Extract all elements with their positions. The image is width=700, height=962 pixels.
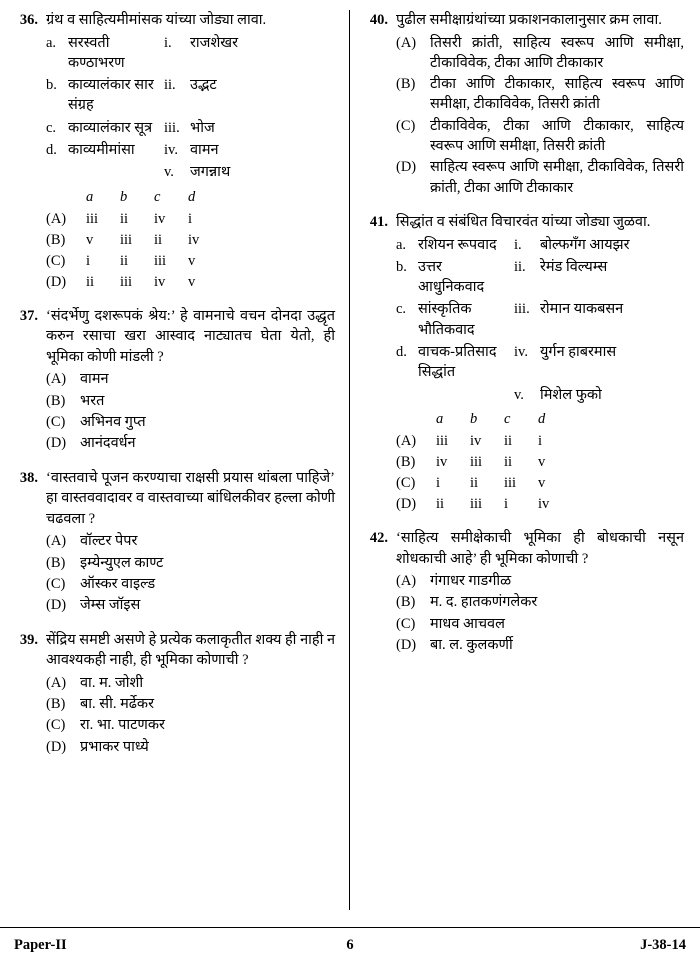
pair-right-code: iii. bbox=[164, 119, 180, 136]
question-39 bbox=[16, 630, 335, 758]
question-text: ‘वास्तवाचे पूजन करण्याचा राक्षसी प्रयास थांबला पाहिजे’ हा वास्तववादावर व वास्तवाच्या बांधिलकीवर हल्ला कोणी चढवला ? bbox=[46, 469, 335, 527]
option-text: वा. म. जोशी bbox=[80, 674, 144, 691]
answer-matrix bbox=[46, 187, 335, 293]
option-label: (C) bbox=[46, 252, 66, 269]
option-label: (A) bbox=[396, 432, 417, 449]
pair-right-code: iv. bbox=[514, 344, 528, 361]
question-37 bbox=[16, 306, 335, 455]
pair-left-code bbox=[46, 162, 68, 182]
option-text: गंगाधर गाडगीळ bbox=[430, 573, 512, 590]
pair-right-code: iii. bbox=[514, 301, 530, 318]
pair-left-text: काव्यालंकार सूत्र bbox=[68, 119, 153, 136]
option-row[interactable] bbox=[396, 571, 684, 591]
pair-right-code: ii. bbox=[514, 258, 526, 275]
question-body bbox=[46, 306, 335, 455]
pair-left-text: काव्यालंकार सार संग्रह bbox=[68, 77, 154, 114]
pair-left-code: d. bbox=[46, 142, 57, 159]
option-label: (D) bbox=[46, 597, 67, 614]
column-right bbox=[350, 10, 688, 910]
matrix-cell: iii bbox=[504, 474, 517, 491]
pair-right-text: बोल्फगँग आयझर bbox=[540, 236, 630, 253]
option-row[interactable] bbox=[396, 431, 684, 452]
matrix-cell: iv bbox=[436, 453, 448, 470]
pair-right-text: वामन bbox=[190, 142, 219, 159]
matrix-cell: ii bbox=[470, 474, 479, 491]
question-body bbox=[46, 468, 335, 617]
option-text: भरत bbox=[80, 392, 105, 409]
option-label: (D) bbox=[46, 738, 67, 755]
option-row[interactable] bbox=[46, 412, 335, 432]
matrix-cell: iii bbox=[470, 453, 483, 470]
option-label: (A) bbox=[396, 34, 417, 51]
option-row[interactable] bbox=[46, 595, 335, 615]
option-text: साहित्य स्वरूप आणि समीक्षा, टीकाविवेक, तिसरी क्रांती, टीका आणि टीकाकार bbox=[430, 159, 684, 196]
option-row[interactable] bbox=[46, 209, 335, 230]
option-label: (A) bbox=[46, 210, 67, 227]
column-left bbox=[12, 10, 350, 910]
options-list bbox=[46, 369, 335, 453]
option-row[interactable] bbox=[46, 391, 335, 411]
question-body bbox=[46, 10, 335, 293]
question-text: ‘साहित्य समीक्षेकाची भूमिका ही बोधकाची नसून शोधकाची आहे’ ही भूमिका कोणाची ? bbox=[396, 529, 684, 567]
option-label: (B) bbox=[46, 392, 66, 409]
pair-left-code: b. bbox=[396, 258, 407, 275]
matrix-cell: v bbox=[188, 273, 196, 290]
option-text: वामन bbox=[80, 371, 109, 388]
matrix-header-row bbox=[46, 187, 335, 208]
matrix-col-b: b bbox=[470, 410, 478, 427]
option-text: माधव आचवल bbox=[430, 615, 505, 632]
pair-row bbox=[396, 342, 684, 383]
question-body bbox=[46, 630, 335, 758]
option-label: (C) bbox=[396, 117, 416, 134]
question-number: 42. bbox=[369, 529, 388, 546]
options-list bbox=[396, 33, 684, 198]
matrix-cell: ii bbox=[154, 231, 163, 248]
option-label: (D) bbox=[46, 273, 67, 290]
question-text: सिद्धांत व संबंधित विचारवंत यांच्या जोड्या जुळवा. bbox=[396, 213, 651, 230]
option-text: तिसरी क्रांती, साहित्य स्वरूप आणि समीक्षा, टीकाविवेक, टीका आणि टीकाकार bbox=[430, 34, 684, 71]
option-row[interactable] bbox=[396, 494, 684, 515]
matrix-cell: v bbox=[538, 453, 546, 470]
option-row[interactable] bbox=[396, 473, 684, 494]
pair-row bbox=[396, 257, 684, 298]
option-label: (B) bbox=[46, 696, 66, 713]
pair-right-text: रोमान याकबसन bbox=[540, 301, 624, 318]
option-row[interactable] bbox=[46, 230, 335, 251]
footer-inner bbox=[0, 928, 700, 962]
option-label: (D) bbox=[396, 637, 417, 654]
pair-right-text: भोज bbox=[190, 119, 215, 136]
option-label: (B) bbox=[46, 554, 66, 571]
answer-matrix bbox=[396, 409, 684, 515]
pair-row bbox=[46, 118, 335, 138]
matrix-cell: iii bbox=[86, 210, 99, 227]
options-list bbox=[396, 571, 684, 655]
matrix-cell: ii bbox=[86, 273, 95, 290]
question-body bbox=[396, 212, 684, 515]
matrix-col-c: c bbox=[504, 410, 511, 427]
pair-left-code: b. bbox=[46, 77, 57, 94]
pair-row bbox=[396, 235, 684, 255]
matrix-col-a: a bbox=[86, 188, 94, 205]
matrix-cell: iii bbox=[470, 495, 483, 512]
option-label: (A) bbox=[46, 371, 67, 388]
pair-right-code: i. bbox=[514, 236, 522, 253]
pair-right-code: ii. bbox=[164, 77, 176, 94]
question-41 bbox=[366, 212, 684, 515]
option-row[interactable] bbox=[46, 553, 335, 573]
option-text: प्रभाकर पाध्ये bbox=[80, 738, 149, 755]
option-label: (B) bbox=[46, 231, 66, 248]
option-row[interactable] bbox=[396, 592, 684, 612]
option-text: टीका आणि टीकाकार, साहित्य स्वरूप आणि समीक्षा, टीकाविवेक, तिसरी क्रांती bbox=[430, 76, 684, 113]
question-text: सेंद्रिय समष्टी असणे हे प्रत्येक कलाकृतीत शक्य ही नाही न आवश्यकही नाही, ही भूमिका कोणाची ? bbox=[46, 631, 335, 669]
option-row[interactable] bbox=[46, 251, 335, 272]
question-number: 40. bbox=[369, 12, 388, 28]
option-row[interactable] bbox=[46, 531, 335, 551]
pair-row bbox=[396, 385, 684, 405]
pair-left-text: वाचक-प्रतिसाद सिद्धांत bbox=[418, 344, 497, 381]
pair-left-code bbox=[396, 385, 418, 405]
pair-right-code: iv. bbox=[164, 142, 178, 159]
paper-code: J-38-14 bbox=[640, 936, 686, 953]
option-label: (B) bbox=[396, 594, 416, 611]
option-text: टीकाविवेक, टीका आणि टीकाकार, साहित्य स्वरूप आणि समीक्षा, तिसरी क्रांती bbox=[430, 117, 684, 155]
pair-right-code: v. bbox=[164, 164, 174, 181]
pair-right-text: जगन्नाथ bbox=[190, 164, 231, 181]
option-row[interactable] bbox=[396, 635, 684, 655]
pair-row bbox=[396, 299, 684, 340]
matrix-cell: ii bbox=[120, 252, 129, 269]
page-number: 6 bbox=[346, 936, 354, 953]
pair-right-text: युर्गन हाबरमास bbox=[540, 344, 617, 361]
option-text: जेम्स जॉइस bbox=[80, 597, 141, 614]
matrix-col-d: d bbox=[538, 410, 546, 427]
pair-left-text: उत्तर आधुनिकवाद bbox=[418, 258, 485, 296]
option-row[interactable] bbox=[396, 157, 684, 198]
matrix-cell: i bbox=[504, 495, 509, 512]
option-row[interactable] bbox=[46, 574, 335, 594]
matrix-col-b: b bbox=[120, 188, 128, 205]
pair-row bbox=[46, 33, 335, 74]
pair-left-text: काव्यमीमांसा bbox=[68, 142, 135, 159]
pair-right-text: मिशेल फुको bbox=[540, 386, 602, 403]
option-row[interactable] bbox=[46, 369, 335, 389]
option-label: (C) bbox=[46, 717, 66, 734]
question-38 bbox=[16, 468, 335, 617]
option-label: (D) bbox=[396, 159, 417, 176]
question-body bbox=[396, 10, 684, 199]
matrix-corner bbox=[396, 409, 436, 430]
matrix-cell: ii bbox=[436, 495, 445, 512]
matrix-cell: iii bbox=[120, 273, 133, 290]
question-number: 41. bbox=[369, 213, 388, 230]
matrix-col-d: d bbox=[188, 188, 196, 205]
matrix-cell: iii bbox=[436, 432, 449, 449]
matrix-cell: iv bbox=[154, 273, 166, 290]
pair-right-code: v. bbox=[514, 386, 524, 403]
matrix-cell: ii bbox=[120, 210, 129, 227]
page-footer bbox=[0, 927, 700, 961]
paper-label: Paper-II bbox=[14, 936, 67, 953]
option-row[interactable] bbox=[46, 737, 335, 757]
question-number: 39. bbox=[19, 631, 38, 648]
pair-left-code: c. bbox=[396, 301, 407, 318]
question-body bbox=[396, 528, 684, 656]
matrix-cell: v bbox=[188, 252, 196, 269]
option-text: अभिनव गुप्त bbox=[80, 414, 146, 431]
option-label: (A) bbox=[46, 674, 67, 691]
option-text: ऑस्कर वाइल्ड bbox=[80, 575, 156, 592]
pair-left-code: d. bbox=[396, 344, 407, 361]
pair-right-text: उद्भट bbox=[190, 77, 217, 94]
question-text: पुढील समीक्षाग्रंथांच्या प्रकाशनकालानुसार क्रम लावा. bbox=[396, 12, 662, 28]
options-list bbox=[46, 673, 335, 757]
matrix-corner bbox=[46, 187, 86, 208]
options-list bbox=[46, 531, 335, 615]
pair-left-text: रशियन रूपवाद bbox=[418, 236, 497, 253]
pair-left-code: c. bbox=[46, 119, 57, 136]
matrix-col-a: a bbox=[436, 410, 444, 427]
matrix-cell: iv bbox=[538, 495, 550, 512]
pair-right-text: राजशेखर bbox=[190, 34, 239, 51]
matrix-cell: i bbox=[86, 252, 91, 269]
option-row[interactable] bbox=[46, 272, 335, 293]
pair-right-text: रेमंड विल्यम्स bbox=[540, 258, 608, 275]
pair-row bbox=[46, 140, 335, 160]
option-row[interactable] bbox=[396, 116, 684, 157]
pair-left-text bbox=[418, 385, 514, 405]
question-number: 37. bbox=[19, 307, 38, 324]
option-label: (A) bbox=[396, 573, 417, 590]
matrix-cell: i bbox=[538, 432, 543, 449]
pair-left-code: a. bbox=[396, 236, 407, 253]
option-row[interactable] bbox=[46, 715, 335, 735]
two-column-layout bbox=[12, 10, 688, 910]
pair-left-code: a. bbox=[46, 34, 57, 51]
pair-right-code: i. bbox=[164, 34, 172, 51]
option-label: (B) bbox=[396, 76, 416, 93]
matrix-cell: ii bbox=[504, 453, 513, 470]
question-number: 36. bbox=[19, 12, 38, 28]
pair-left-text: सांस्कृतिक भौतिकवाद bbox=[418, 301, 475, 338]
option-row[interactable] bbox=[396, 614, 684, 634]
pair-left-text bbox=[68, 162, 164, 182]
matrix-cell: iv bbox=[154, 210, 166, 227]
match-pairs-list bbox=[396, 235, 684, 405]
option-row[interactable] bbox=[46, 694, 335, 714]
option-text: म. द. हातकणंगलेकर bbox=[430, 594, 538, 611]
matrix-cell: iv bbox=[188, 231, 200, 248]
option-row[interactable] bbox=[46, 433, 335, 453]
matrix-cell: v bbox=[538, 474, 546, 491]
option-text: रा. भा. पाटणकर bbox=[80, 717, 165, 734]
option-row[interactable] bbox=[396, 33, 684, 74]
option-label: (C) bbox=[396, 615, 416, 632]
option-label: (D) bbox=[396, 495, 417, 512]
option-text: बा. ल. कुलकर्णी bbox=[430, 637, 513, 654]
question-text: ग्रंथ व साहित्यमीमांसक यांच्या जोड्या लावा. bbox=[46, 12, 267, 28]
matrix-cell: i bbox=[436, 474, 441, 491]
option-row[interactable] bbox=[396, 452, 684, 473]
pair-row bbox=[46, 75, 335, 116]
matrix-cell: iv bbox=[470, 432, 482, 449]
matrix-cell: ii bbox=[504, 432, 513, 449]
option-label: (C) bbox=[396, 474, 416, 491]
matrix-cell: iii bbox=[154, 252, 167, 269]
option-label: (C) bbox=[46, 414, 66, 431]
question-40 bbox=[366, 10, 684, 199]
option-text: आनंदवर्धन bbox=[80, 435, 136, 452]
pair-row bbox=[46, 162, 335, 182]
match-pairs-list bbox=[46, 33, 335, 183]
pair-left-text: सरस्वती कण्ठाभरण bbox=[68, 34, 125, 71]
matrix-cell: i bbox=[188, 210, 193, 227]
option-label: (A) bbox=[46, 533, 67, 550]
option-row[interactable] bbox=[396, 74, 684, 115]
option-row[interactable] bbox=[46, 673, 335, 693]
question-42 bbox=[366, 528, 684, 656]
option-text: वॉल्टर पेपर bbox=[80, 533, 138, 550]
option-text: बा. सी. मर्ढेकर bbox=[80, 696, 154, 713]
option-text: इम्येन्युएल काण्ट bbox=[80, 554, 164, 571]
matrix-cell: v bbox=[86, 231, 94, 248]
question-number: 38. bbox=[19, 469, 38, 486]
option-label: (B) bbox=[396, 453, 416, 470]
matrix-header-row bbox=[396, 409, 684, 430]
option-label: (D) bbox=[46, 435, 67, 452]
option-label: (C) bbox=[46, 575, 66, 592]
matrix-col-c: c bbox=[154, 188, 161, 205]
question-36 bbox=[16, 10, 335, 293]
question-text: ‘संदर्भेणु दशरूपकं श्रेय:’ हे वामनाचे वचन दोनदा उद्धृत करुन रसाचा खरा आस्वाद नाट्यातच घेता येतो, ही भूमिका कोणी मांडली ? bbox=[46, 307, 335, 365]
matrix-cell: iii bbox=[120, 231, 133, 248]
